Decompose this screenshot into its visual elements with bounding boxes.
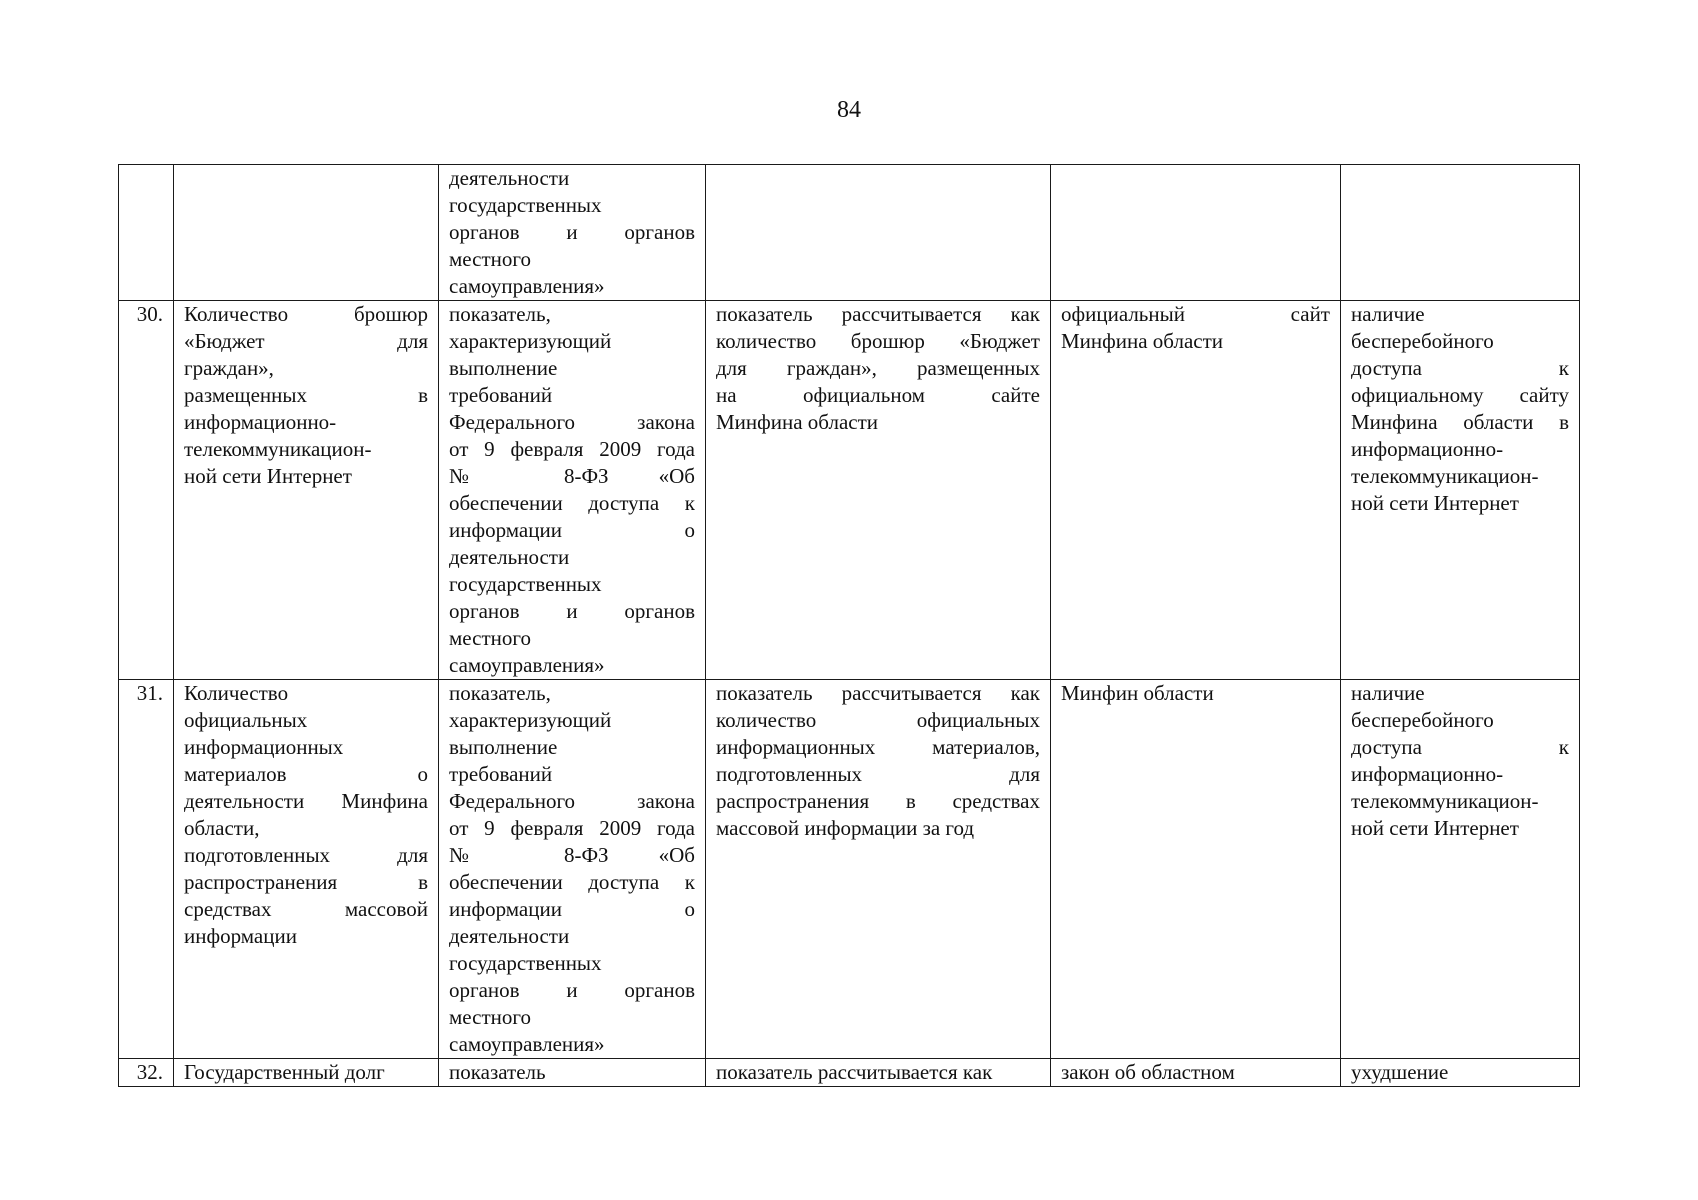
- cell-line: показатель рассчитывается как: [716, 681, 1040, 705]
- cell-line: телекоммуникацион-: [1351, 789, 1539, 813]
- cell-line: ной сети Интернет: [1351, 816, 1519, 840]
- cell-line: официальных: [184, 708, 308, 732]
- cell-line: информации о: [449, 518, 695, 542]
- cell-line: количество официальных: [716, 708, 1040, 732]
- indicator-name-cell: [174, 301, 439, 680]
- indicator-name-cell: [174, 165, 439, 301]
- cell-line: показатель рассчитывается как: [716, 1060, 993, 1084]
- cell-line: государственных: [449, 193, 602, 217]
- cell-line: самоуправления»: [449, 274, 605, 298]
- cell-line: для граждан», размещенных: [716, 356, 1040, 380]
- calculation-cell: [706, 1059, 1051, 1087]
- cell-line: органов и органов: [449, 220, 695, 244]
- cell-line: информационно-: [1351, 437, 1504, 461]
- cell-line: бесперебойного: [1351, 329, 1494, 353]
- calculation-cell: [706, 165, 1051, 301]
- cell-line: деятельности: [449, 924, 570, 948]
- indicators-table: [118, 164, 1580, 1087]
- source-cell: [1051, 680, 1341, 1059]
- cell-line: Количество: [184, 681, 289, 705]
- table-row: [119, 165, 1580, 301]
- cell-line: от 9 февраля 2009 года: [449, 437, 695, 461]
- cell-line: официальному сайту: [1351, 383, 1569, 407]
- cell-line: государственных: [449, 951, 602, 975]
- cell-line: области,: [184, 816, 260, 840]
- cell-line: информационно-: [184, 410, 337, 434]
- cell-line: информационных материалов,: [716, 735, 1040, 759]
- row-number: [119, 165, 174, 301]
- cell-line: деятельности: [449, 166, 570, 190]
- cell-line: местного: [449, 247, 531, 271]
- cell-line: Федерального закона: [449, 789, 695, 813]
- cell-line: выполнение: [449, 735, 558, 759]
- interpretation-cell: [1341, 680, 1580, 1059]
- calculation-cell: [706, 680, 1051, 1059]
- characteristic-cell: [439, 1059, 706, 1087]
- cell-line: № 8-ФЗ «Об: [449, 464, 695, 488]
- cell-line: требований: [449, 383, 553, 407]
- cell-line: доступа к: [1351, 356, 1569, 380]
- cell-line: государственных: [449, 572, 602, 596]
- cell-line: обеспечении доступа к: [449, 870, 695, 894]
- cell-line: Федерального закона: [449, 410, 695, 434]
- cell-line: Минфина области: [716, 410, 879, 434]
- cell-line: телекоммуникацион-: [1351, 464, 1539, 488]
- cell-line: информационных: [184, 735, 344, 759]
- cell-line: показатель рассчитывается как: [716, 302, 1040, 326]
- cell-line: деятельности Минфина: [184, 789, 428, 813]
- cell-line: Количество брошюр: [184, 302, 428, 326]
- source-cell: [1051, 165, 1341, 301]
- cell-line: ной сети Интернет: [184, 464, 352, 488]
- cell-line: доступа к: [1351, 735, 1569, 759]
- cell-line: № 8-ФЗ «Об: [449, 843, 695, 867]
- cell-line: «Бюджет для: [184, 329, 428, 353]
- cell-line: массовой информации за год: [716, 816, 975, 840]
- cell-line: подготовленных для: [716, 762, 1040, 786]
- row-number: 30.: [119, 301, 174, 680]
- calculation-cell: [706, 301, 1051, 680]
- cell-line: от 9 февраля 2009 года: [449, 816, 695, 840]
- cell-line: бесперебойного: [1351, 708, 1494, 732]
- row-number: 31.: [119, 680, 174, 1059]
- characteristic-cell: [439, 301, 706, 680]
- cell-line: самоуправления»: [449, 1032, 605, 1056]
- cell-line: органов и органов: [449, 599, 695, 623]
- cell-line: обеспечении доступа к: [449, 491, 695, 515]
- cell-line: распространения в средствах: [716, 789, 1040, 813]
- cell-line: информации: [184, 924, 297, 948]
- cell-line: официальный сайт: [1061, 302, 1330, 326]
- cell-line: самоуправления»: [449, 653, 605, 677]
- source-cell: [1051, 1059, 1341, 1087]
- cell-line: Минфин области: [1061, 681, 1214, 705]
- table-row: [119, 1059, 1580, 1087]
- cell-line: характеризующий: [449, 708, 612, 732]
- cell-line: местного: [449, 626, 531, 650]
- cell-line: показатель,: [449, 681, 551, 705]
- characteristic-cell: [439, 165, 706, 301]
- page-number: 84: [837, 97, 861, 123]
- cell-line: Государственный долг: [184, 1060, 385, 1084]
- cell-line: требований: [449, 762, 553, 786]
- cell-line: информации о: [449, 897, 695, 921]
- interpretation-cell: [1341, 301, 1580, 680]
- cell-line: подготовленных для: [184, 843, 428, 867]
- row-number: 32.: [119, 1059, 174, 1087]
- interpretation-cell: [1341, 1059, 1580, 1087]
- cell-line: местного: [449, 1005, 531, 1029]
- cell-line: характеризующий: [449, 329, 612, 353]
- characteristic-cell: [439, 680, 706, 1059]
- cell-line: материалов о: [184, 762, 428, 786]
- cell-line: информационно-: [1351, 762, 1504, 786]
- cell-line: показатель,: [449, 302, 551, 326]
- cell-line: Минфина области в: [1351, 410, 1569, 434]
- cell-line: ной сети Интернет: [1351, 491, 1519, 515]
- cell-line: размещенных в: [184, 383, 428, 407]
- cell-line: выполнение: [449, 356, 558, 380]
- cell-line: деятельности: [449, 545, 570, 569]
- source-cell: [1051, 301, 1341, 680]
- cell-line: граждан»,: [184, 356, 274, 380]
- table-row: [119, 301, 1580, 680]
- indicator-name-cell: [174, 1059, 439, 1087]
- cell-line: наличие: [1351, 681, 1425, 705]
- cell-line: показатель: [449, 1060, 546, 1084]
- cell-line: средствах массовой: [184, 897, 428, 921]
- table-row: [119, 680, 1580, 1059]
- cell-line: количество брошюр «Бюджет: [716, 329, 1040, 353]
- cell-line: на официальном сайте: [716, 383, 1040, 407]
- cell-line: Минфина области: [1061, 329, 1224, 353]
- interpretation-cell: [1341, 165, 1580, 301]
- cell-line: органов и органов: [449, 978, 695, 1002]
- cell-line: распространения в: [184, 870, 428, 894]
- cell-line: ухудшение: [1351, 1060, 1449, 1084]
- indicator-name-cell: [174, 680, 439, 1059]
- cell-line: телекоммуникацион-: [184, 437, 372, 461]
- cell-line: наличие: [1351, 302, 1425, 326]
- cell-line: закон об областном: [1061, 1060, 1235, 1084]
